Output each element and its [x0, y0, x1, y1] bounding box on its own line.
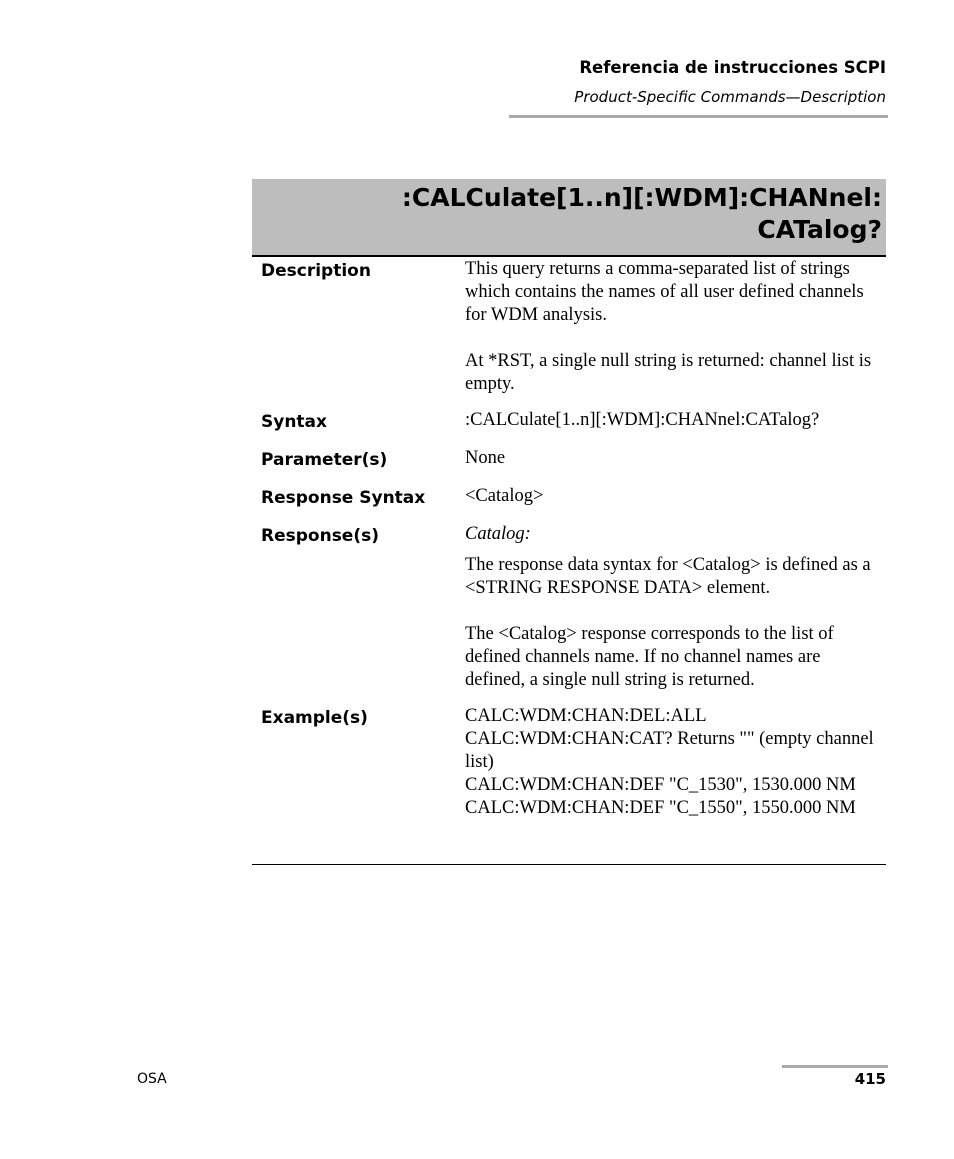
- row-syntax: [252, 409, 886, 434]
- row-value: [465, 705, 880, 820]
- response-paragraph: The response data syntax for <Catalog> is defined as a <STRING RESPONSE DATA> element.: [465, 555, 871, 598]
- running-header-subtitle: Product-Specific Commands—Description: [574, 88, 886, 106]
- row-label: Syntax: [261, 412, 327, 432]
- command-details: [252, 258, 886, 833]
- page-number: 415: [854, 1070, 886, 1088]
- row-label: Example(s): [261, 708, 368, 728]
- row-description: [252, 258, 886, 396]
- row-value: <Catalog>: [465, 486, 544, 506]
- row-value: [465, 258, 880, 396]
- example-line: CALC:WDM:CHAN:CAT? Returns "" (empty channel list): [465, 729, 874, 772]
- row-value: :CALCulate[1..n][:WDM]:CHANnel:CATalog?: [465, 410, 820, 430]
- row-label: Response(s): [261, 526, 379, 546]
- row-value: [465, 523, 880, 692]
- row-examples: [252, 705, 886, 820]
- row-value: None: [465, 448, 506, 468]
- row-label: Parameter(s): [261, 450, 388, 470]
- header-rule: [509, 115, 888, 118]
- table-bottom-rule: [252, 864, 886, 865]
- footer-rule: [782, 1065, 888, 1068]
- command-banner: [252, 179, 886, 257]
- command-title: [402, 182, 882, 246]
- response-paragraph: The <Catalog> response corresponds to the list of defined channels name. If no channel names are defined, a single null string is returned.: [465, 624, 834, 690]
- command-title-line-2: CATalog?: [757, 215, 882, 244]
- response-name: Catalog:: [465, 524, 531, 544]
- example-line: CALC:WDM:CHAN:DEL:ALL: [465, 706, 707, 726]
- row-responses: [252, 523, 886, 692]
- row-parameters: [252, 447, 886, 472]
- footer-product-name: OSA: [137, 1071, 167, 1087]
- description-paragraph: At *RST, a single null string is returned: channel list is empty.: [465, 351, 872, 394]
- example-line: CALC:WDM:CHAN:DEF "C_1550", 1550.000 NM: [465, 798, 856, 818]
- row-response-syntax: [252, 485, 886, 510]
- row-label: Description: [261, 261, 371, 281]
- running-header-title: Referencia de instrucciones SCPI: [579, 58, 886, 77]
- example-line: CALC:WDM:CHAN:DEF "C_1530", 1530.000 NM: [465, 775, 856, 795]
- command-title-line-1: :CALCulate[1..n][:WDM]:CHANnel:: [401, 183, 882, 212]
- description-paragraph: This query returns a comma-separated list of strings which contains the names of all user defined channels for WDM analysis.: [465, 259, 864, 325]
- row-label: Response Syntax: [261, 488, 426, 508]
